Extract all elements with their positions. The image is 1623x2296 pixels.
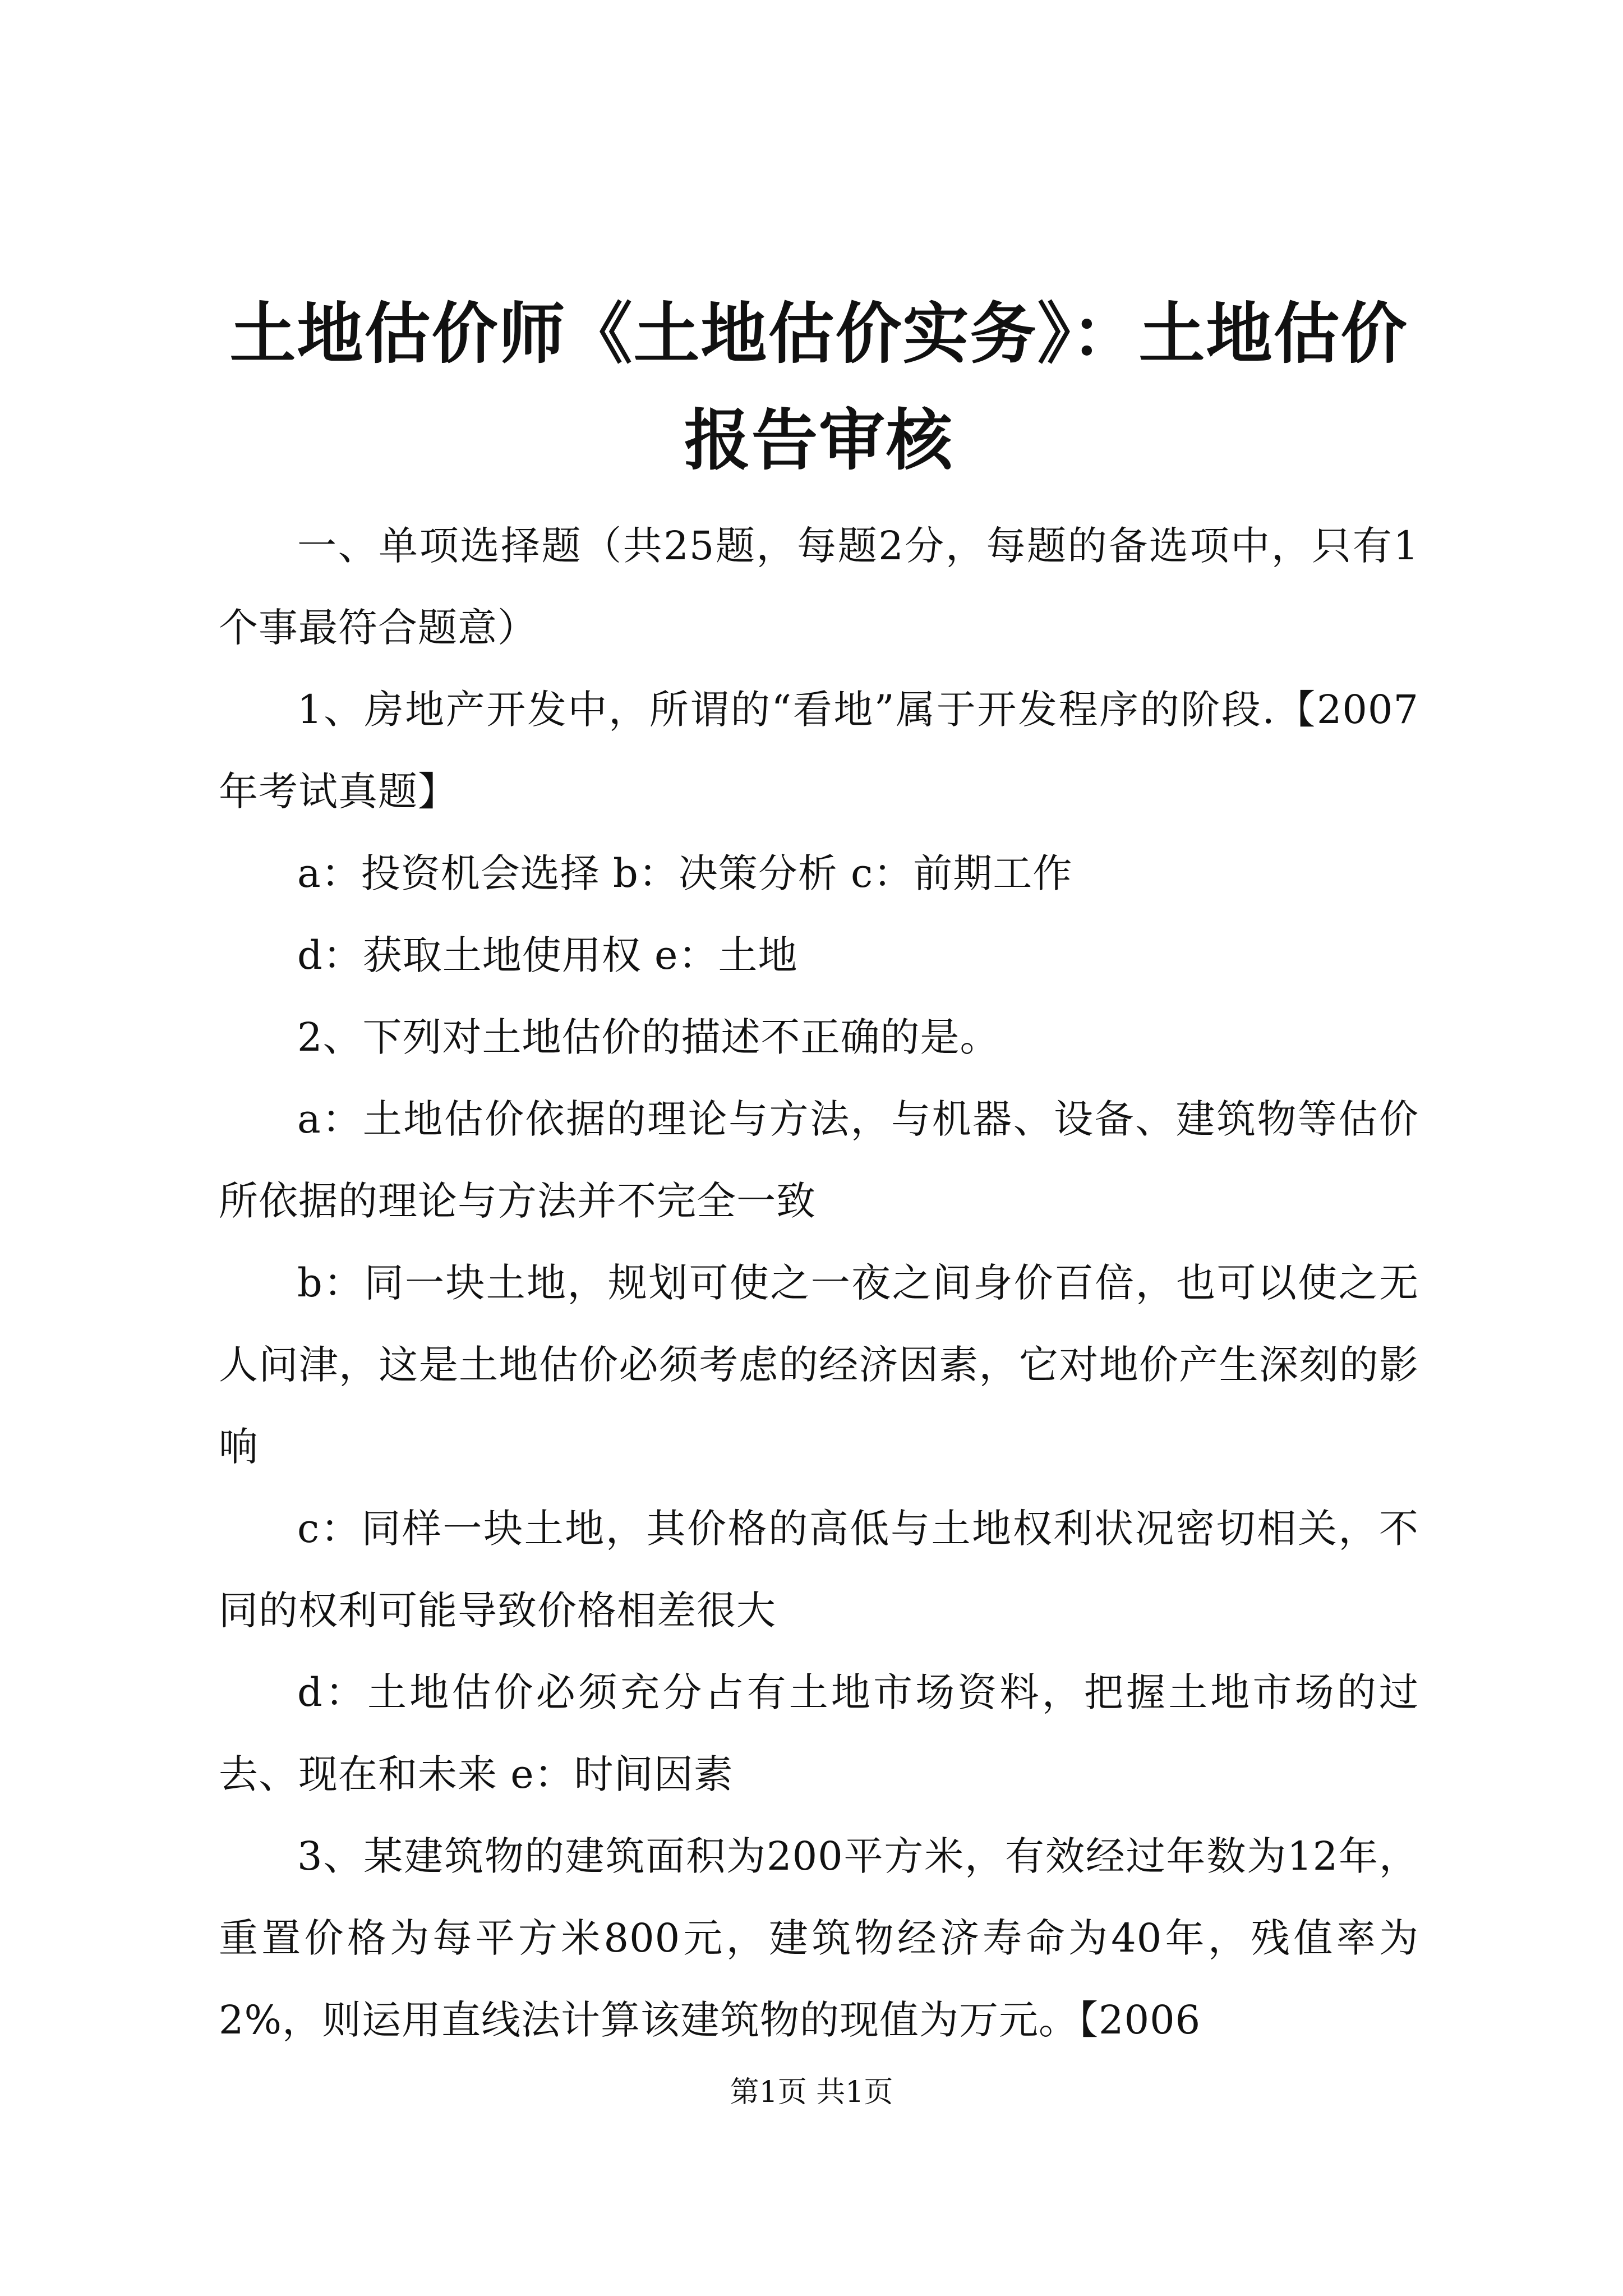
question-3: 3、某建筑物的建筑面积为200平方米，有效经过年数为12年，重置价格为每平方米800元，建筑物经济寿命为40年，残值率为2%，则运用直线法计算该建筑物的现值为万元。【2006	[219, 1833, 1419, 2043]
question-1-options-a-c: a：投资机会选择 b：决策分析 c：前期工作	[297, 850, 1073, 896]
page-footer: 第1页 共1页	[730, 2076, 893, 2109]
question-2: 2、下列对土地估价的描述不正确的是。	[297, 1014, 1000, 1060]
question-2-option-a: a：土地估价依据的理论与方法，与机器、设备、建筑物等估价所依据的理论与方法并不完全一致	[219, 1096, 1419, 1224]
question-1: 1、房地产开发中，所谓的“看地”属于开发程序的阶段.【2007年考试真题】	[219, 687, 1419, 815]
question-1-options-d-e: d：获取土地使用权 e：土地	[297, 932, 798, 978]
question-2-option-c: c：同样一块土地，其价格的高低与土地权利状况密切相关，不同的权利可能导致价格相差很大	[219, 1506, 1419, 1634]
question-2-options-d-e: d：土地估价必须充分占有土地市场资料，把握土地市场的过去、现在和未来 e：时间因素	[219, 1669, 1419, 1797]
question-2-option-b: b：同一块土地，规划可使之一夜之间身价百倍，也可以使之无人问津，这是土地估价必须考虑的经济因素，它对地价产生深刻的影响	[219, 1260, 1419, 1470]
document-body	[219, 280, 1419, 2061]
document-title: 土地估价师《土地估价实务》：土地估价报告审核	[229, 295, 1408, 479]
section-heading-single-choice: 一、单项选择题（共25题，每题2分，每题的备选项中，只有1个事最符合题意）	[219, 523, 1419, 651]
